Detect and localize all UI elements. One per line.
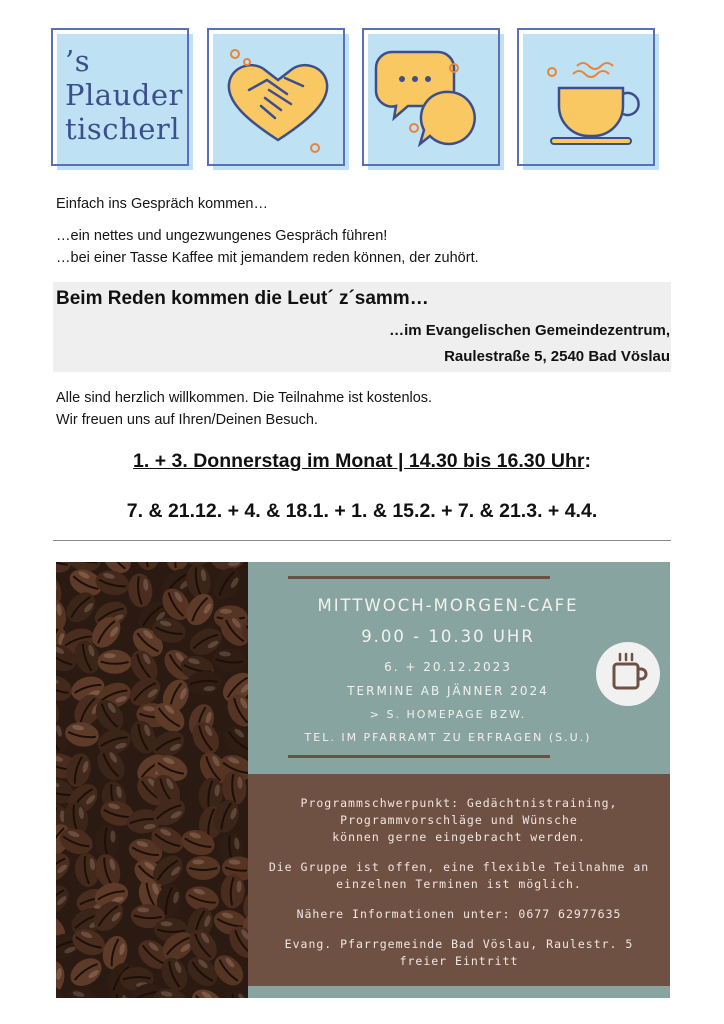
coffee-beans-image xyxy=(56,562,248,998)
logo-line-1: ’s xyxy=(65,44,91,78)
coffee-tile xyxy=(517,28,659,170)
speech-bubbles-icon xyxy=(362,28,504,170)
info-line-5: einzelnen Terminen ist möglich. xyxy=(336,877,582,891)
flyer-title: MITTWOCH-MORGEN-CAFE xyxy=(317,596,579,615)
coffee-mug-icon xyxy=(596,642,660,706)
welcome-line-1: Alle sind herzlich willkommen. Die Teilnahme ist kostenlos. xyxy=(56,390,433,406)
info-line-8: freier Eintritt xyxy=(399,954,519,968)
handshake-heart-icon xyxy=(207,28,349,170)
logo-line-3: tischerl xyxy=(65,112,181,146)
logo-text xyxy=(65,44,183,146)
handshake-tile xyxy=(207,28,349,170)
band-location-2: Raulestraße 5, 2540 Bad Vöslau xyxy=(444,348,670,365)
logo-line-2: Plauder xyxy=(65,78,183,112)
flyer-time: 9.00 - 10.30 UHR xyxy=(361,627,535,646)
flyer-phone: TEL. IM PFARRAMT ZU ERFRAGEN (S.U.) xyxy=(304,731,592,744)
band-title: Beim Reden kommen die Leut´ z´samm… xyxy=(56,288,429,309)
speech-tile xyxy=(362,28,504,170)
coffee-cup-icon xyxy=(517,28,659,170)
schedule-when-text: 1. + 3. Donnerstag im Monat | 14.30 bis 16.30 Uhr xyxy=(133,450,585,472)
info-line-3: können gerne eingebracht werden. xyxy=(332,830,586,844)
flyer-bottom-rule xyxy=(288,755,550,758)
flyer-see: > S. HOMEPAGE BZW. xyxy=(369,708,527,721)
divider xyxy=(53,540,671,541)
schedule-when xyxy=(0,450,724,473)
flyer-top-rule xyxy=(288,576,550,579)
flyer-from: TERMINE AB JÄNNER 2024 xyxy=(347,684,549,698)
info-line-6: Nähere Informationen unter: 0677 62977635 xyxy=(296,907,622,921)
intro-line-2: …ein nettes und ungezwungenes Gespräch führen! xyxy=(56,228,388,244)
flyer-footer-band xyxy=(248,986,670,998)
info-line-1: Programmschwerpunkt: Gedächtnistraining, xyxy=(300,796,618,810)
schedule-dates: 7. & 21.12. + 4. & 18.1. + 1. & 15.2. + 7. & 21.3. + 4.4. xyxy=(126,500,598,522)
info-line-7: Evang. Pfarrgemeinde Bad Vöslau, Raulestr. 5 xyxy=(284,937,634,951)
intro-line-3: …bei einer Tasse Kaffee mit jemandem reden können, der zuhört. xyxy=(56,250,479,266)
coffee-circle xyxy=(596,642,660,706)
schedule-colon: : xyxy=(584,450,591,472)
intro-line-1: Einfach ins Gespräch kommen… xyxy=(56,196,268,212)
band-location-1: …im Evangelischen Gemeindezentrum, xyxy=(389,322,670,339)
welcome-line-2: Wir freuen uns auf Ihren/Deinen Besuch. xyxy=(56,412,318,428)
logo-tile xyxy=(51,28,193,170)
info-line-2: Programmvorschläge und Wünsche xyxy=(340,813,578,827)
info-line-4: Die Gruppe ist offen, eine flexible Teilnahme an xyxy=(268,860,650,874)
flyer-dates: 6. + 20.12.2023 xyxy=(384,660,512,674)
